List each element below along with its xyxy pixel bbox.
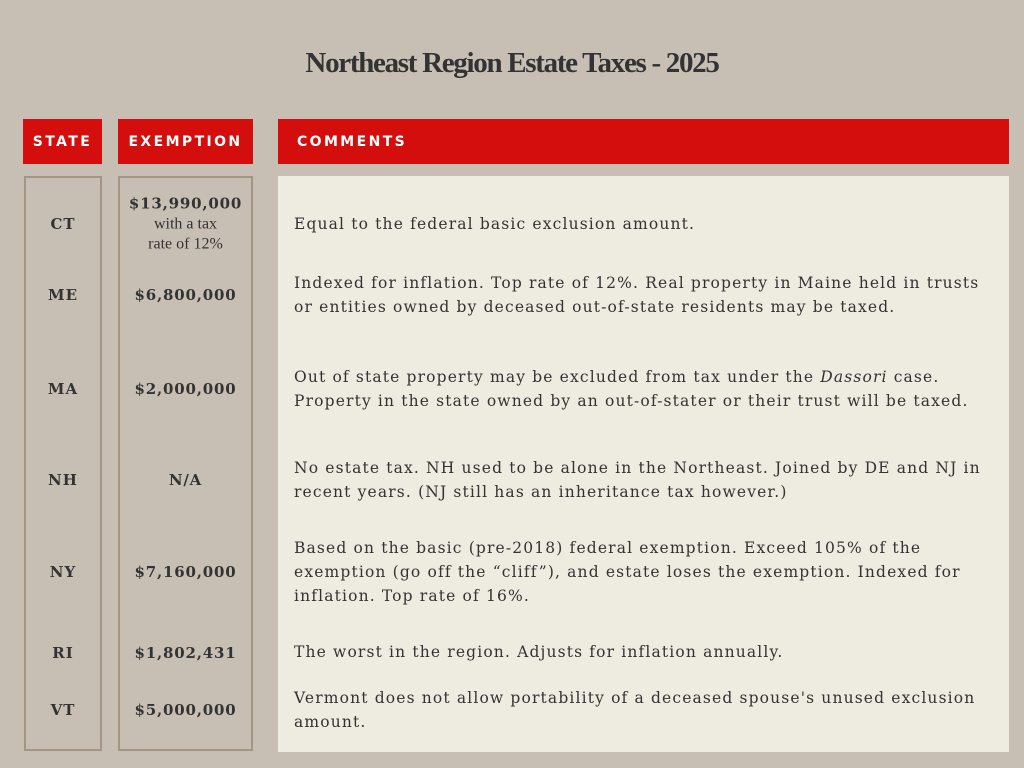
state-cell-nh: NH <box>48 471 78 489</box>
exemption-header-label: EXEMPTION <box>128 133 243 150</box>
exemption-cell-ny: $7,160,000 <box>134 563 237 581</box>
comment-text: Out of state property may be excluded from tax under the <box>294 368 821 386</box>
comment-ny: Based on the basic (pre-2018) federal exemption. Exceed 105% of the exemption (go off the “cliff”), and estate loses the exemption. Indexed for inflation. Top rate of 16%. <box>294 539 961 605</box>
comment-ri: The worst in the region. Adjusts for inflation annually. <box>294 643 784 661</box>
exemption-note: with a tax <box>153 215 218 233</box>
comment-me: Indexed for inflation. Top rate of 12%. Real property in Maine held in trusts or entities owned by deceased out-of-state residents may be taxed. <box>294 274 980 316</box>
exemption-note: rate of 12% <box>148 235 223 253</box>
exemption-cell-ct <box>118 194 253 255</box>
exemption-column <box>118 176 253 751</box>
comment-text: case. Property in the state owned by an out-of-stater or their trust will be taxed. <box>294 368 969 410</box>
exemption-cell-nh: N/A <box>168 471 203 489</box>
comment-ma <box>294 365 994 413</box>
state-column-header <box>23 119 102 164</box>
comments-header-label: COMMENTS <box>297 133 408 150</box>
comment-ct: Equal to the federal basic exclusion amount. <box>294 215 696 233</box>
exemption-amount: $13,990,000 <box>128 194 243 213</box>
comment-vt: Vermont does not allow portability of a deceased spouse's unused exclusion amount. <box>294 689 976 731</box>
exemption-cell-ma: $2,000,000 <box>134 380 237 398</box>
state-cell-ma: MA <box>47 380 79 398</box>
exemption-cell-ri: $1,802,431 <box>134 644 237 662</box>
exemption-cell-me: $6,800,000 <box>134 286 237 304</box>
state-column <box>24 176 102 751</box>
page-title: Northeast Region Estate Taxes - 2025 <box>305 47 719 79</box>
state-cell-me: ME <box>47 286 79 304</box>
comment-nh: No estate tax. NH used to be alone in the Northeast. Joined by DE and NJ in recent years. (NJ still has an inheritance tax however.) <box>294 459 981 501</box>
state-cell-ct: CT <box>50 215 76 233</box>
case-name: Dassori <box>820 368 888 386</box>
comments-column-header <box>278 119 1009 164</box>
state-cell-ny: NY <box>49 563 77 581</box>
exemption-column-header <box>118 119 253 164</box>
exemption-cell-vt: $5,000,000 <box>134 701 237 719</box>
state-cell-vt: VT <box>50 701 76 719</box>
state-header-label: STATE <box>32 133 93 150</box>
state-cell-ri: RI <box>52 644 74 662</box>
